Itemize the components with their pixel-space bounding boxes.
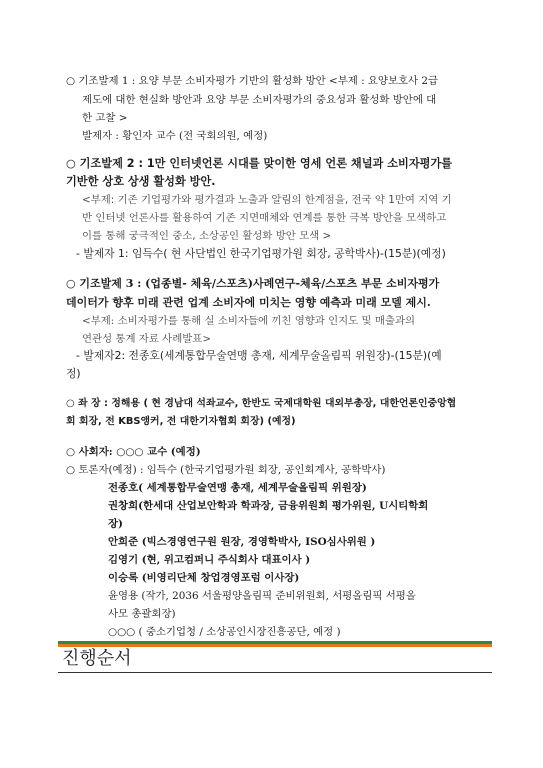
keynote-1-subtitle-end: 한 고찰 > — [82, 112, 128, 124]
keynote-3-title: ○ 기조발제 3 : (업종별- 체육/스포츠)사례연구-체육/스포츠 부문 소비자평가 — [66, 277, 440, 290]
keynote-2-title-cont: 기반한 상호 상생 활성화 방안. — [66, 175, 216, 188]
keynote-3-subtitle-2: 연관성 통계 자료 사례발표> — [82, 333, 212, 345]
panelist-3: 안희준 (빅스경영연구원 원장, 경영학박사, ISO심사위원 ) — [108, 536, 376, 548]
keynote-2-subtitle-3: 이를 통해 궁극적인 중소, 소상공인 활성화 방안 모색 > — [82, 230, 332, 242]
panelist-7: ○○○ ( 중소기업청 / 소상공인시장진흥공단, 예정 ) — [108, 626, 341, 638]
panelist-6: 윤영용 (작가, 2036 서울평양올림픽 준비위원회, 서평올림픽 서평올 — [108, 590, 416, 602]
panel-line: ○ 토론자(예정) : 임득수 (한국기업평가원 회장, 공인회계사, 공학박사) — [66, 464, 386, 476]
panelist-4: 김영기 (현, 위고컴퍼니 주식회사 대표이사 ) — [108, 554, 311, 566]
panelist-2-cont: 장) — [108, 518, 123, 530]
panelist-1: 전종호( 세계통합무술연맹 총재, 세계무술올림픽 위원장) — [108, 482, 367, 494]
keynote-2-subtitle: <부제: 기존 기업평가와 평가결과 노출과 알림의 한계점을, 전국 약 1만여 지역 기 — [82, 194, 452, 206]
moderator-line: ○ 사회자: ○○○ 교수 (예정) — [66, 446, 201, 458]
keynote-1-subtitle: 제도에 대한 현실화 방안과 요양 부문 소비자평가의 중요성과 활성화 방안에 대 — [82, 94, 437, 106]
panelist-5: 이승록 (비영리단체 창업경영포럼 이사장) — [108, 572, 300, 584]
keynote-1-presenter: 발제자 : 황인자 교수 (전 국회의원, 예정) — [82, 130, 268, 142]
keynote-3-subtitle: <부제: 소비자평가를 통해 실 소비자들에 끼친 영향과 인지도 및 매출과의 — [82, 315, 416, 327]
keynote-1-title: ○ 기조발제 1 : 요양 부문 소비자평가 기반의 활성화 방안 <부제 : 요양보호사 2급 — [66, 75, 439, 87]
keynote-2-title: ○ 기조발제 2 : 1만 인터넷언론 시대를 맞이한 영세 언론 채널과 소비자평가를 — [66, 157, 453, 170]
panelist-6-cont: 사모 총괄회장) — [108, 608, 176, 620]
keynote-3-presenter-end: 정) — [66, 367, 81, 380]
panelist-2: 권창희(한세대 산업보안학과 학과장, 금융위원회 평가위원, U시티학회 — [108, 500, 429, 512]
keynote-3-title-cont: 데이터가 향후 미래 관련 업계 소비자에 미치는 영향 예측과 미래 모델 제시. — [66, 296, 431, 309]
keynote-2-presenter: - 발제자 1: 임득수( 현 사단법인 한국기업평가원 회장, 공학박사)-(15분)(예정) — [76, 247, 446, 260]
chair-line-2: 회 회장, 전 KBS앵커, 전 대한기자협회 회장) (예정) — [66, 416, 296, 427]
keynote-2-subtitle-2: 반 인터넷 언론사를 활용하여 기존 지면매체와 연계를 통한 극복 방안을 모색하고 — [82, 212, 447, 224]
divider-orange-bar — [58, 644, 492, 647]
chair-line-1: ○ 좌 장 : 정해용 ( 현 경남대 석좌교수, 한반도 국제대학원 대외부총장, 대한언론인중앙협 — [66, 398, 457, 409]
section-heading: 진행순서 — [62, 648, 132, 669]
keynote-3-presenter: - 발제자2: 전종호(세계통합무술연맹 총재, 세계무술올림픽 위원장)-(15분)(예 — [76, 349, 442, 362]
heading-underline — [58, 672, 492, 673]
